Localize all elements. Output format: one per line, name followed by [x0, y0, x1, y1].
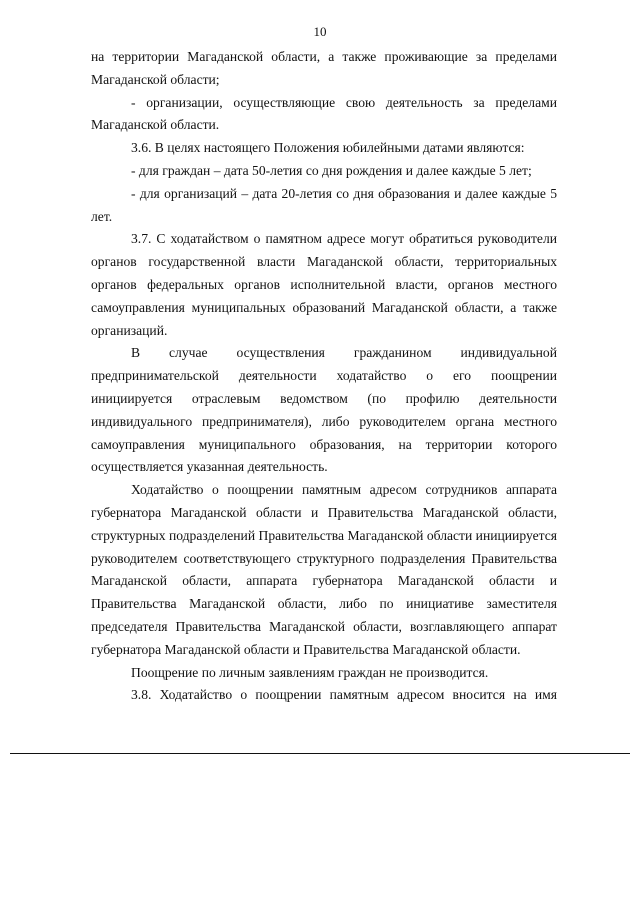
- clause-3-8: 3.8. Ходатайство о поощрении памятным адресом вносится на имя: [131, 687, 557, 703]
- page-number: 10: [313, 24, 327, 39]
- list-item-organizations-dates: - для организаций – дата 20-летия со дня образования и далее каждые 5 лет.: [91, 185, 557, 224]
- clause-3-6: 3.6. В целях настоящего Положения юбилейными датами являются:: [131, 140, 525, 156]
- document-body: [91, 46, 557, 707]
- clause-3-7: 3.7. С ходатайством о памятном адресе могут обратиться руководители органов государственной власти Магаданской области, территориальных органов федеральных органов исполнительной власти, органов местного самоуправления муниципальных образований Магаданской области, а также организаций.: [91, 231, 557, 338]
- paragraph-continuation: на территории Магаданской области, а также проживающие за пределами Магаданской области;: [91, 49, 557, 87]
- list-item-citizens: - для граждан – дата 50-летия со дня рождения и далее каждые 5 лет;: [131, 162, 532, 178]
- paragraph-personal-requests: Поощрение по личным заявлениям граждан не производится.: [131, 664, 489, 680]
- paragraph-entrepreneur: В случае осуществления гражданином индивидуальной предпринимательской деятельности ходатайство о его поощрении инициируется отраслевым ведомством (по профилю деятельности индивидуального предпринимателя), либо руководителем органа местного самоуправления муниципального образования, на территории которого осуществляется указанная деятельность.: [91, 345, 557, 475]
- scan-edge-line: [10, 753, 630, 754]
- list-item-organizations: - организации, осуществляющие свою деятельность за пределами Магаданской области.: [91, 94, 557, 133]
- paragraph-staff: Ходатайство о поощрении памятным адресом сотрудников аппарата губернатора Магаданской области и Правительства Магаданской области, структурных подразделений Правительства Магаданской области инициируется руководителем соответствующего структурного подразделения Правительства Магаданской области, аппарата губернатора Магаданской области и Правительства Магаданской области, либо по инициативе заместителя председателя Правительства Магаданской области, возглавляющего аппарат губернатора Магаданской области и Правительства Магаданской области.: [91, 482, 557, 657]
